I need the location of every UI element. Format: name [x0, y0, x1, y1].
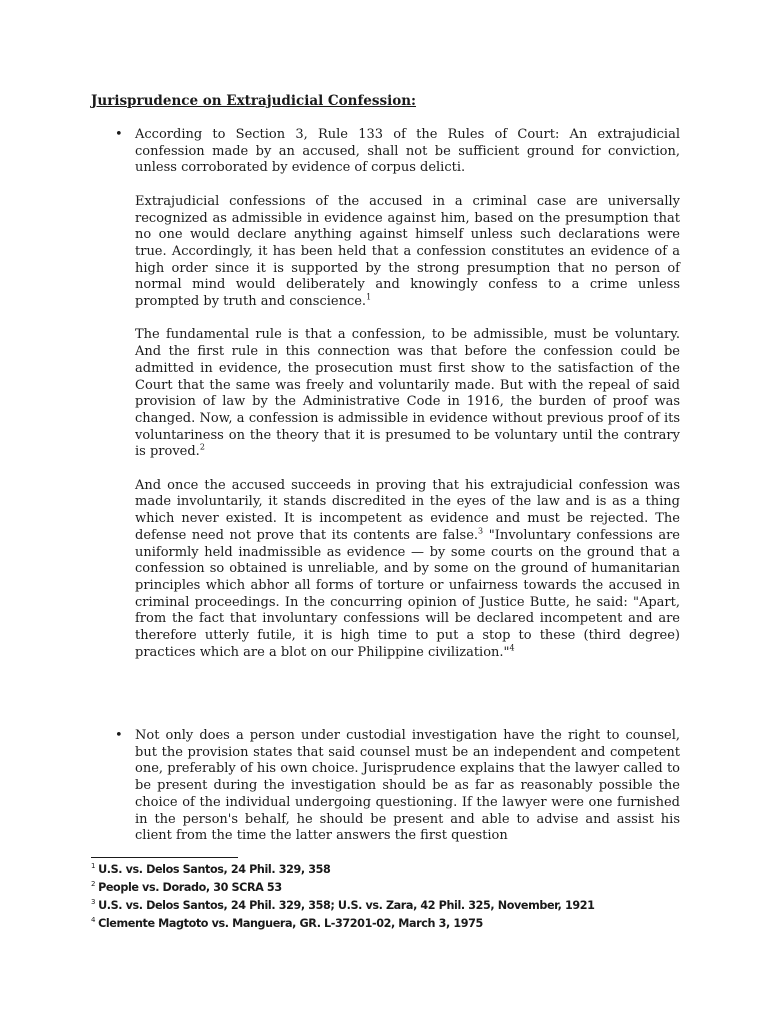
footnote-ref-1[interactable]: 1	[366, 292, 372, 302]
footnote-4: $^4$ Clemente Magtoto vs. Manguera, GR. L-37201-02, March 3, 1975	[91, 916, 483, 930]
bullet-marker: •	[115, 728, 123, 743]
footnote-2: $^2$ People vs. Dorado, 30 SCRA 53	[91, 880, 282, 894]
footnote-separator	[91, 857, 238, 858]
footnote-1: $^1$ U.S. vs. Delos Santos, 24 Phil. 329, 358	[91, 862, 331, 876]
footnotes	[91, 861, 691, 933]
bullet-content	[135, 728, 680, 862]
footnote-3: $^3$ U.S. vs. Delos Santos, 24 Phil. 329, 358; U.S. vs. Zara, 42 Phil. 325, November, 1921	[91, 898, 595, 912]
bullet-content	[135, 127, 680, 678]
footnote-ref-2[interactable]: 2	[199, 443, 205, 452]
paragraph-admissibility: Extrajudicial confessions of the accused in a criminal case are universally recognized as admissible in evidence against him, based on the presumption that no one would declare anything against himself unless such declarations were true. Accordingly, it has been held that a confession constitutes an evidence of a high order since it is supported by the strong presumption that no person of normal mind would deliberately and knowingly confess to a crime unless prompted by truth and conscience.$^1$	[135, 193, 680, 310]
paragraph-involuntary: And once the accused succeeds in proving that his extrajudicial confession was made involuntarily, it stands discredited in the eyes of the law and is as a thing which never existed. It is incompetent as evidence and must be rejected. The defense need not prove that its contents are false.$^3$ "Involuntary confessions are uniformly held inadmissible as evidence — by some courts on the ground that a confession so obtained is unreliable, and by some on the ground of humanitarian principles which abhor all forms of torture or unfairness towards the accused in criminal proceedings. In the concurring opinion of Justice Butte, he said: "Apart, from the fact that involuntary confessions will be declared incompetent and are therefore utterly futile, it is high time to put a stop to these (third degree) practices which are a blot on our Philippine civilization."$^4$	[135, 477, 680, 660]
paragraph-right-to-counsel: Not only does a person under custodial investigation have the right to counsel, but the provision states that said counsel must be an independent and competent one, preferably of his own choice. Jurisprudence explains that the lawyer called to be present during the investigation should be as far as reasonably possible the choice of the individual undergoing questioning. If the lawyer were one furnished in the person's behalf, he should be present and able to advise and assist his client from the time the latter answers the first question	[135, 728, 680, 844]
paragraph-voluntariness: The fundamental rule is that a confession, to be admissible, must be voluntary. And the first rule in this connection was that before the confession could be admitted in evidence, the prosecution must first show to the satisfaction of the Court that the same was freely and voluntarily made. But with the repeal of said provision of law by the Administrative Code in 1916, the burden of proof was changed. Now, a confession is admissible in evidence without previous proof of its voluntariness on the theory that it is presumed to be voluntary until the contrary is proved.$^2$	[135, 327, 680, 460]
paragraph-rule-133: According to Section 3, Rule 133 of the Rules of Court: An extrajudicial confession made by an accused, shall not be sufficient ground for conviction, unless corroborated by evidence of corpus delicti.	[135, 127, 680, 176]
footnote-ref-3[interactable]: 3	[478, 526, 484, 536]
bullet-marker: •	[115, 127, 123, 142]
document-title: Jurisprudence on Extrajudicial Confession:	[91, 93, 417, 109]
footnote-ref-4[interactable]: 4	[509, 643, 515, 653]
